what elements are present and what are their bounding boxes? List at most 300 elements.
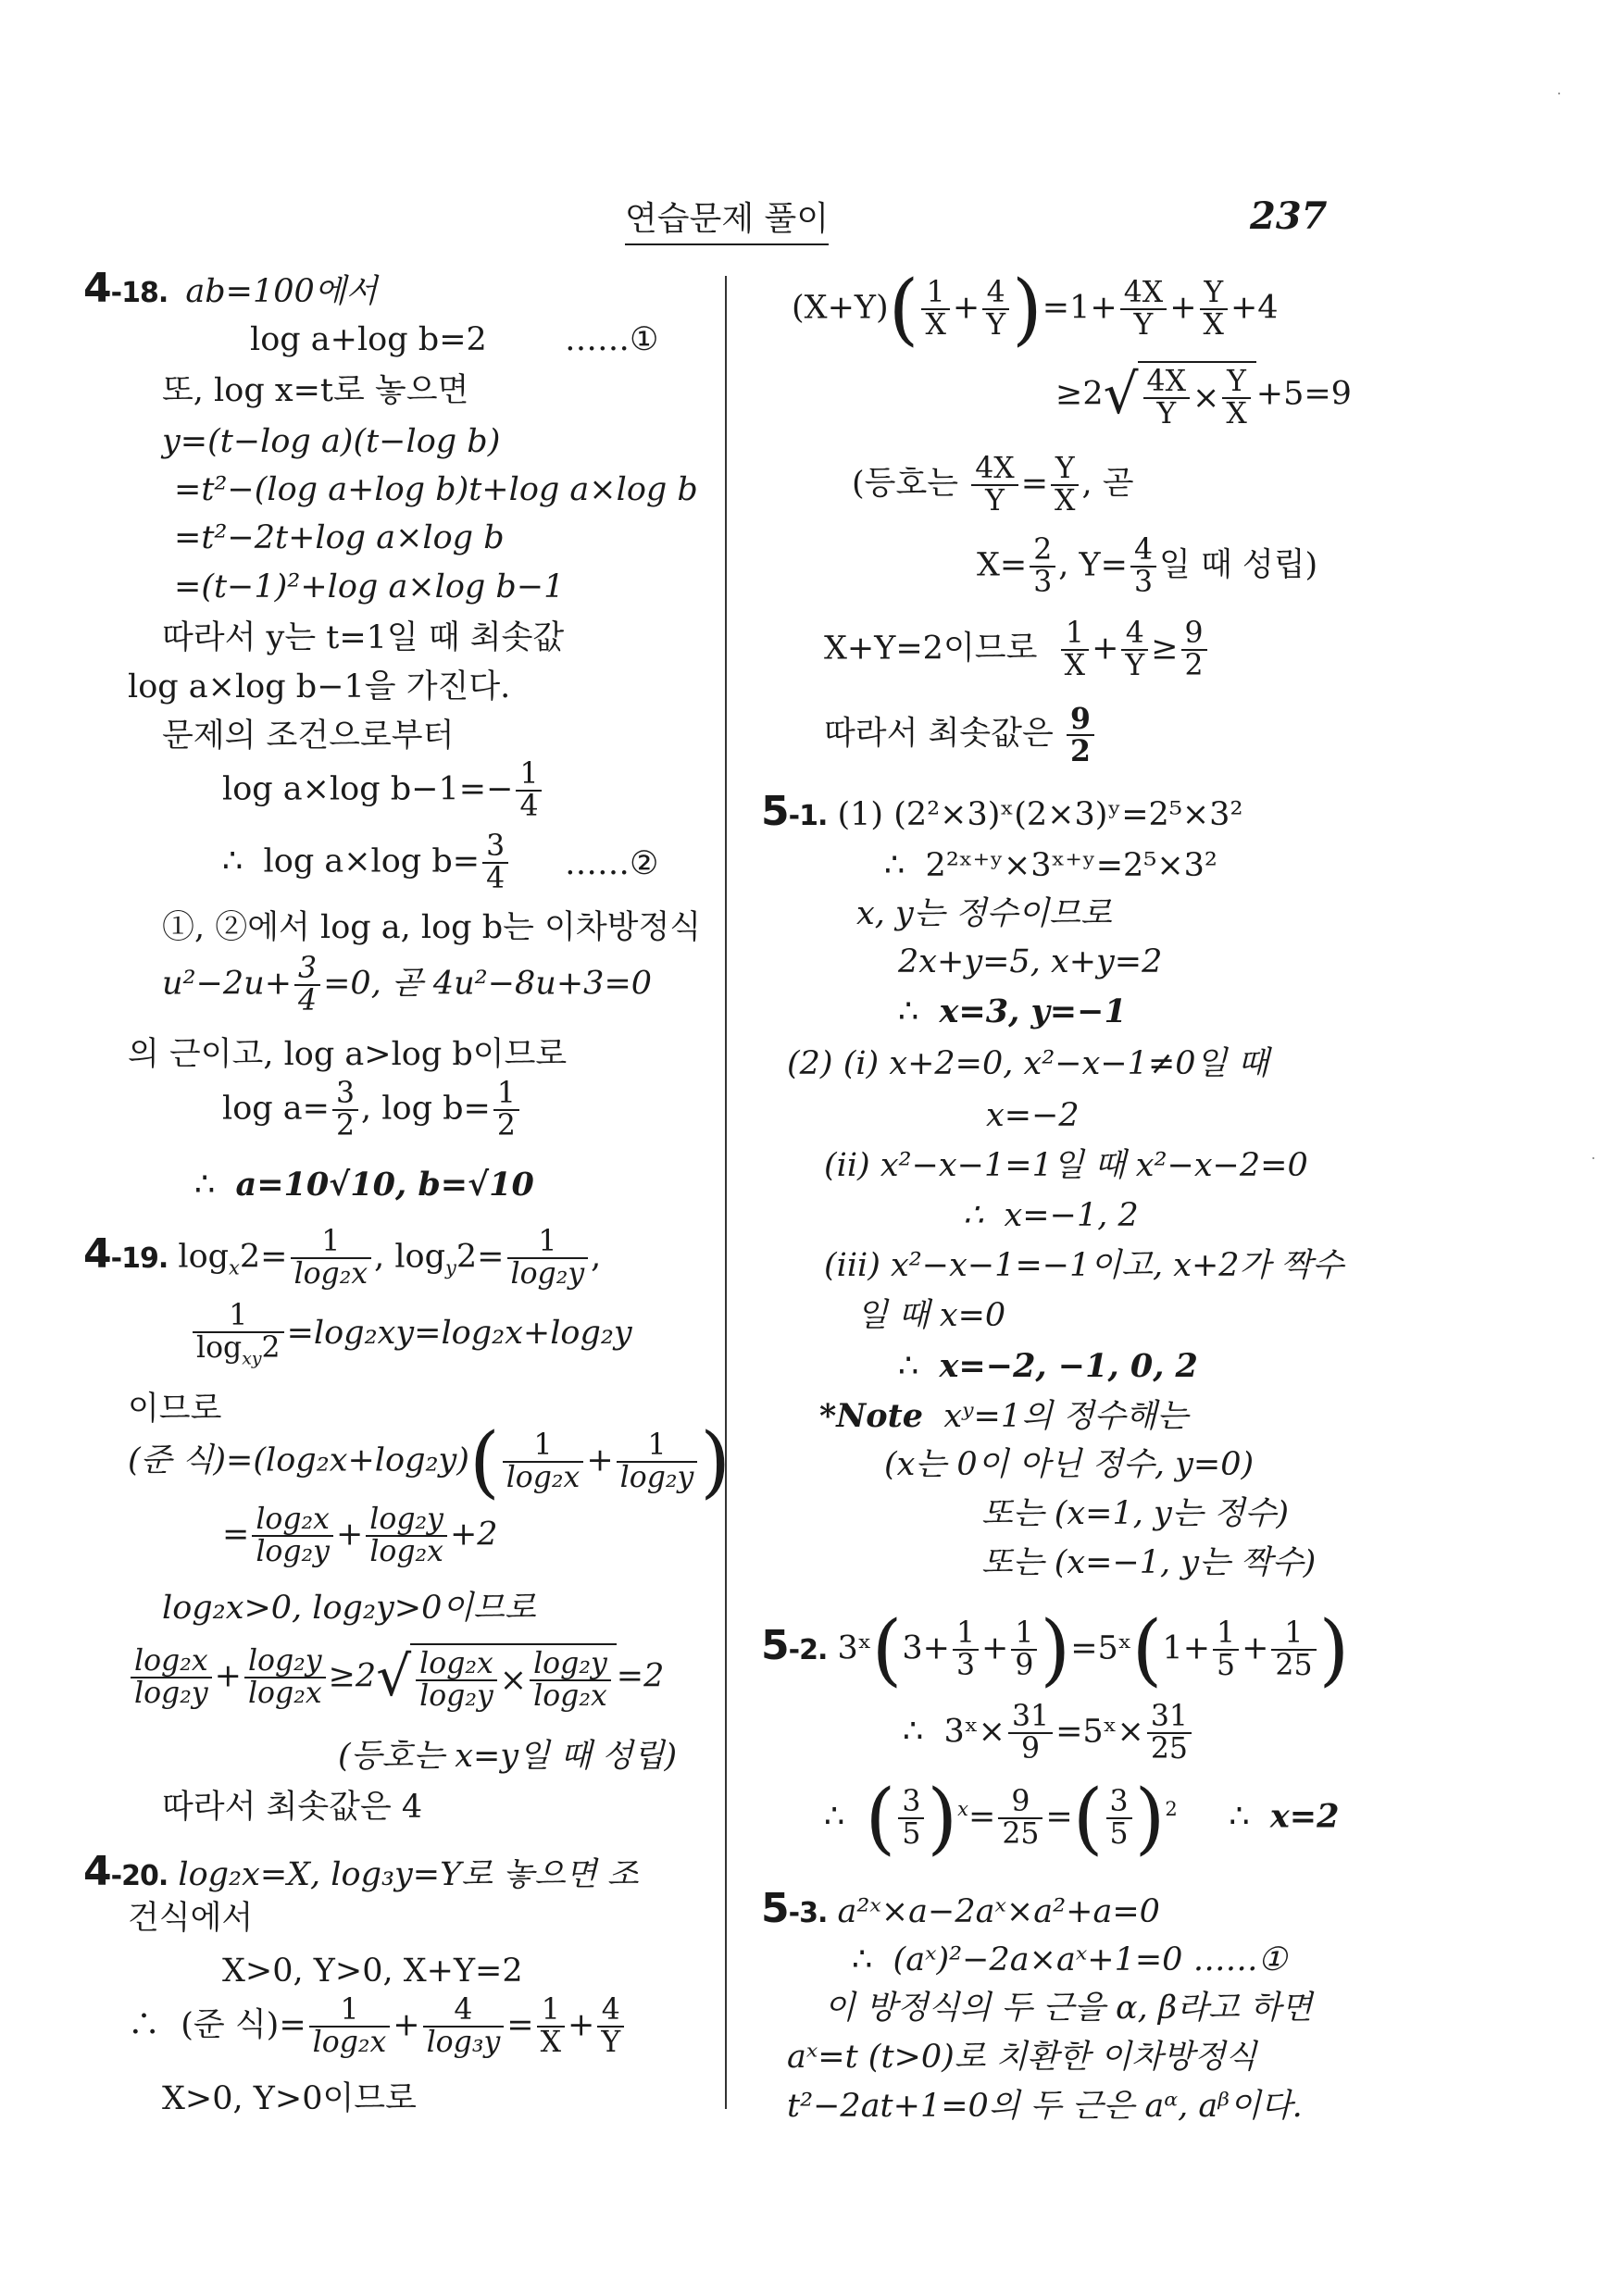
- numerator: 31: [1147, 1702, 1192, 1734]
- equation-line: ∴ ( $\frac{3}{5}$ )$^x$= $\frac{9}{25}$ =( $\frac{3}{5}$ )$^2$ ∴ x=2: [824, 1772, 1340, 1864]
- numerator: log₂y: [244, 1646, 326, 1678]
- label-number: 4: [83, 265, 111, 312]
- denominator: X: [540, 2026, 562, 2060]
- equation-line: [190, 1301, 632, 1368]
- equation: =2: [616, 1657, 665, 1695]
- numerator: 3: [294, 954, 320, 986]
- denominator: 9: [1021, 1732, 1041, 1766]
- paren-open: (: [1072, 1772, 1104, 1864]
- therefore-symbol: ∴: [903, 1713, 924, 1751]
- fraction: [244, 1646, 326, 1709]
- equation: 3ˣ: [837, 1629, 872, 1667]
- therefore-symbol: ∴: [128, 2006, 161, 2044]
- text-line: log a×log b−1을 가진다.: [128, 668, 511, 705]
- sqrt: [1104, 361, 1256, 430]
- paren-open: (: [468, 1416, 500, 1507]
- paren-open: (: [871, 1603, 903, 1695]
- therefore-symbol: ∴: [852, 1941, 873, 1978]
- answer-line: [898, 1347, 1198, 1385]
- equation-line: (준 식)=(log₂x+log₂y)( $\frac{1}{\text{log₂x}}$ + $\frac{1}{\text{log₂y}}$ ): [128, 1416, 731, 1507]
- fraction: [530, 1649, 611, 1712]
- fraction: [493, 1079, 519, 1142]
- denominator: log₂x: [506, 1461, 581, 1495]
- equation: log a+log b=2: [250, 321, 487, 358]
- denominator: log₂x: [247, 1677, 322, 1711]
- paren-close: ): [1012, 263, 1042, 355]
- numerator: 1: [516, 759, 542, 792]
- denominator: log₂y: [256, 1535, 330, 1569]
- paren-open: (: [888, 263, 919, 355]
- paren-close: ): [1318, 1603, 1350, 1695]
- text-line: 또는 (x=−1, y는 짝수): [981, 1544, 1317, 1581]
- equation: +4: [1230, 289, 1279, 327]
- fraction: [291, 1227, 372, 1290]
- denominator: 2: [336, 1109, 356, 1143]
- problem-4-20-line: [83, 1848, 639, 1895]
- fraction: [416, 1649, 497, 1712]
- numerator: 4X: [1143, 367, 1190, 399]
- equation: 3ˣ×: [943, 1713, 1005, 1751]
- fraction: [617, 1430, 698, 1493]
- problem-4-18-line: [83, 265, 378, 312]
- numerator: 1: [493, 1079, 519, 1111]
- label-suffix: -2.: [788, 1633, 828, 1666]
- text-line: 따라서 최솟값은 4: [162, 1789, 423, 1826]
- equation: =5ˣ: [1070, 1629, 1132, 1667]
- problem-label: [761, 1885, 827, 1932]
- subscript: xy: [242, 1348, 262, 1369]
- equation: (준 식)=: [181, 2006, 306, 2044]
- denominator: 3: [1133, 566, 1154, 600]
- denominator: Y: [986, 308, 1006, 343]
- equation-line: [963, 1197, 1139, 1234]
- paren-close: ): [1040, 1603, 1071, 1695]
- fraction: [294, 954, 320, 1017]
- log-arg: 2: [261, 1331, 281, 1366]
- radicand: $\frac{4X}{Y}$ × $\frac{Y}{X}$: [1138, 361, 1256, 430]
- denominator: 5: [1109, 1817, 1129, 1852]
- numerator: 9: [998, 1787, 1042, 1819]
- text: xʸ=1의 정수해는: [943, 1398, 1189, 1435]
- radicand: $\frac{\text{log₂x}}{\text{log₂y}}$ × $\frac{\text{log₂y}}{\text{log₂x}}$: [410, 1643, 617, 1712]
- equation: log a×log b=: [263, 842, 481, 880]
- problem-label: [761, 1622, 827, 1669]
- numerator: 1: [921, 278, 949, 310]
- numerator: 1: [537, 1995, 565, 2028]
- text-line: ①, ②에서 log a, log b는 이차방정식: [162, 909, 702, 946]
- text-line: ab=100에서: [185, 273, 378, 310]
- fraction: [1051, 454, 1079, 517]
- denominator: log₂x: [533, 1679, 607, 1714]
- equation: +2: [449, 1516, 498, 1554]
- equation: 2=: [239, 1238, 288, 1276]
- equation-line: x=−2: [986, 1097, 1080, 1134]
- fraction: [1008, 1702, 1053, 1765]
- equation-line: [884, 847, 1217, 884]
- fraction: [309, 1995, 391, 2058]
- equation-line: [1055, 361, 1352, 430]
- equation: , Y=: [1058, 546, 1128, 584]
- numerator: Y: [1200, 278, 1228, 310]
- radical-sign: √: [376, 1645, 412, 1710]
- section-title: 연습문제 풀이: [625, 193, 829, 245]
- label-number: 5: [761, 1885, 789, 1932]
- text-line: t²−2at+1=0의 두 근은 aᵅ, aᵝ이다.: [787, 2088, 1303, 2125]
- answer-line: [824, 704, 1097, 767]
- text-line: 이 방정식의 두 근을 α, β라고 하면: [824, 1990, 1313, 2027]
- denominator: log₂y: [419, 1679, 493, 1714]
- fraction: [1213, 1618, 1239, 1681]
- equation-line: X+Y=2이므로 $\frac{1}{X}$ + $\frac{4}{Y}$ ≥ $\frac{9}{2}$: [824, 618, 1210, 681]
- equation: , log b=: [361, 1090, 491, 1128]
- problem-label: [83, 265, 168, 312]
- numerator: 1: [309, 1995, 391, 2028]
- label-number: 5: [761, 788, 789, 835]
- fraction: [537, 1995, 565, 2058]
- fraction: [423, 1995, 505, 2058]
- equation-line: (X+Y)( $\frac{1}{X}$ + $\frac{4}{Y}$ )=1+ $\frac{4X}{Y}$ + $\frac{Y}{X}$ +4: [792, 263, 1279, 355]
- numerator: 3: [482, 831, 508, 864]
- fraction: [1030, 535, 1055, 598]
- denominator: 2: [496, 1109, 516, 1143]
- equation: 일 때 성립): [1159, 546, 1318, 584]
- text: 따라서 최솟값은: [824, 715, 1054, 753]
- fraction: [1147, 1702, 1192, 1765]
- fraction: [1130, 535, 1156, 598]
- denominator: 9: [1015, 1649, 1034, 1683]
- numerator: log₂x: [252, 1504, 333, 1537]
- page-number: 237: [1250, 194, 1328, 238]
- equation: =log₂xy=log₂x+log₂y: [286, 1315, 632, 1353]
- numerator: Y: [1222, 367, 1250, 399]
- fraction: [1120, 278, 1167, 341]
- numerator: 3: [332, 1079, 358, 1111]
- answer: a=10√10, b=√10: [235, 1166, 534, 1204]
- equation-line: [222, 1079, 522, 1142]
- therefore-symbol: ∴: [898, 993, 919, 1030]
- equation-line: [222, 759, 544, 822]
- equation: =: [1045, 1798, 1073, 1836]
- paren-open: (: [865, 1772, 896, 1864]
- denominator: 5: [902, 1817, 921, 1852]
- fraction: [507, 1227, 589, 1290]
- denominator: 25: [1275, 1649, 1313, 1683]
- equation: ≥2: [1055, 375, 1104, 413]
- answer: x=−2, −1, 0, 2: [939, 1347, 1198, 1385]
- note-label: *Note: [819, 1397, 924, 1435]
- text-line: log₂x=X, log₃y=Y로 놓으면 조: [178, 1856, 639, 1893]
- text-line: 따라서 y는 t=1일 때 최솟값: [162, 619, 565, 656]
- text-line: 건식에서: [128, 1900, 254, 1937]
- paren-close: ): [1134, 1772, 1166, 1864]
- fraction: [982, 278, 1009, 341]
- numerator: 4: [1130, 535, 1156, 568]
- denominator: 25: [1150, 1732, 1188, 1766]
- therefore-symbol: ∴: [194, 1167, 216, 1204]
- fraction: [1121, 618, 1148, 681]
- fraction: [193, 1301, 284, 1368]
- problem-label: [83, 1848, 168, 1895]
- denominator: X: [1055, 484, 1076, 518]
- equation-line: 2x+y=5, x+y=2: [898, 943, 1163, 980]
- fraction: [998, 1787, 1042, 1850]
- answer: x=2: [1269, 1797, 1340, 1836]
- equation: (aˣ)²−2a×aˣ+1=0 ……①: [893, 1941, 1287, 1978]
- numerator: 1: [507, 1227, 589, 1259]
- equation: u²−2u+: [162, 965, 293, 1003]
- sqrt: [376, 1643, 617, 1712]
- fraction: [1181, 618, 1207, 681]
- equation: 1+: [1162, 1629, 1211, 1667]
- numerator: 4: [982, 278, 1009, 310]
- equation-line: [903, 1702, 1194, 1765]
- answer-line: [194, 1168, 534, 1202]
- equation-line: X>0, Y>0, X+Y=2: [222, 1953, 523, 1990]
- equation: +5=9: [1255, 375, 1352, 413]
- equation: ,: [591, 1238, 602, 1276]
- equation: log a=: [222, 1090, 330, 1128]
- equation-line: y=(t−log a)(t−log b): [162, 423, 501, 460]
- fraction: [898, 1787, 924, 1850]
- fraction: [366, 1504, 447, 1567]
- denominator: 3: [956, 1649, 976, 1683]
- numerator: 4X: [971, 454, 1017, 486]
- numerator: 1: [1061, 618, 1089, 651]
- text-line: 일 때 x=0: [856, 1297, 1006, 1334]
- text-line: X>0, Y>0이므로: [162, 2080, 417, 2117]
- numerator: 1: [1213, 1618, 1239, 1651]
- fraction: [1061, 618, 1089, 681]
- label-number: 4: [83, 1848, 111, 1895]
- equation: (준 식)=(log₂x+log₂y): [128, 1441, 469, 1479]
- problem-4-19-line: [83, 1227, 601, 1290]
- numerator: 3: [898, 1787, 924, 1819]
- numerator: 4: [423, 1995, 505, 2028]
- therefore-symbol: ∴: [963, 1197, 984, 1234]
- equation-line: =(t−1)²+log a×log b−1: [174, 568, 565, 605]
- denominator: log₃y: [426, 2026, 501, 2060]
- denominator: 5: [1217, 1649, 1236, 1683]
- equation: x=−1, 2: [1004, 1197, 1139, 1234]
- equation: a²ˣ×a−2aˣ×a²+a=0: [837, 1893, 1160, 1930]
- denominator: Y: [1125, 649, 1145, 683]
- numerator: 1: [1011, 1618, 1037, 1651]
- fraction: [1200, 278, 1228, 341]
- denominator: 4: [486, 862, 506, 896]
- fraction: [1143, 367, 1190, 430]
- numerator: 9: [1067, 704, 1094, 736]
- denominator: log₂y: [619, 1461, 694, 1495]
- fraction: [1106, 1787, 1132, 1850]
- fraction: [482, 831, 508, 894]
- equation: (X+Y): [792, 289, 889, 327]
- label-suffix: -19.: [110, 1242, 169, 1275]
- numerator: 1: [1271, 1618, 1316, 1651]
- numerator: 1: [503, 1430, 584, 1463]
- text-line: log₂x>0, log₂y>0이므로: [162, 1590, 536, 1627]
- denominator: Y: [985, 484, 1005, 518]
- fraction: [503, 1430, 584, 1493]
- denominator: X: [1226, 397, 1247, 431]
- denominator: 4: [298, 984, 318, 1018]
- equation: X=: [977, 546, 1028, 584]
- denominator: 2: [1184, 649, 1204, 683]
- therefore-symbol: ∴: [884, 847, 905, 884]
- paren-close: ): [700, 1416, 731, 1507]
- denominator: log₂x: [293, 1257, 368, 1292]
- text-line: aˣ=t (t>0)로 치환한 이차방정식: [787, 2039, 1257, 2076]
- fraction: [971, 454, 1017, 517]
- note-line: [819, 1397, 1189, 1435]
- label-suffix: -1.: [788, 800, 828, 832]
- label-number: 5: [761, 1621, 789, 1669]
- therefore-symbol: ∴: [824, 1798, 845, 1836]
- problem-label: [761, 788, 827, 835]
- equation: ≥: [1151, 630, 1179, 668]
- equation-line: =t²−2t+log a×log b: [174, 519, 505, 556]
- equation: , log: [374, 1238, 446, 1276]
- denominator: log₂y: [510, 1257, 585, 1292]
- fraction: [1222, 367, 1250, 430]
- numerator: 1: [617, 1430, 698, 1463]
- subscript: y: [445, 1256, 456, 1279]
- log-text: log: [196, 1331, 243, 1366]
- numerator: 1: [291, 1227, 372, 1259]
- numerator: Y: [1051, 454, 1079, 486]
- equation: 2=: [456, 1238, 505, 1276]
- numerator: 4X: [1120, 278, 1167, 310]
- fraction: [953, 1618, 979, 1681]
- denominator: 3: [1033, 566, 1053, 600]
- paren-close: ): [927, 1772, 958, 1864]
- scan-speck: [1592, 1157, 1594, 1159]
- text-line: 이므로: [128, 1391, 222, 1428]
- radical-sign: √: [1103, 363, 1139, 428]
- problem-5-1-line: [761, 788, 1243, 835]
- equation: X+Y=2이므로: [824, 630, 1038, 668]
- text-line: 또, log x=t로 놓으면: [162, 372, 469, 409]
- fraction: [516, 759, 542, 822]
- problem-5-2-line: 5-2. 3ˣ(3+ $\frac{1}{3}$ + $\frac{1}{9}$ )=5ˣ(1+ $\frac{1}{5}$ + $\frac{1}{25}$ ): [761, 1603, 1350, 1695]
- label-suffix: -20.: [110, 1860, 169, 1892]
- numerator: 1: [193, 1301, 284, 1333]
- denominator: Y: [601, 2026, 621, 2060]
- equation: 3+: [902, 1629, 950, 1667]
- fraction: [252, 1504, 333, 1567]
- equation-line: =t²−(log a+log b)t+log a×log b: [174, 471, 698, 508]
- text-line: 의 근이고, log a>log b이므로: [128, 1036, 568, 1073]
- equation: ≥2: [328, 1657, 377, 1695]
- denominator: log₂x: [312, 2026, 387, 2060]
- label-suffix: -18.: [110, 277, 169, 309]
- text-line: (2) (i) x+2=0, x²−x−1≠0일 때: [787, 1045, 1269, 1082]
- denominator: 25: [1002, 1817, 1040, 1852]
- equation: (등호는: [852, 465, 959, 503]
- denominator: X: [925, 308, 946, 343]
- answer-line: [898, 992, 1127, 1030]
- equation-line: = $\frac{\text{log₂x}}{\text{log₂y}}$ + $\frac{\text{log₂y}}{\text{log₂x}}$ +2: [222, 1503, 498, 1569]
- numerator: 31: [1008, 1702, 1053, 1734]
- scan-speck: [1558, 93, 1560, 94]
- fraction: [1011, 1618, 1037, 1681]
- exponent: 2: [1165, 1797, 1178, 1820]
- denominator: 4: [519, 790, 539, 824]
- text-line: (x는 0이 아닌 정수, y=0): [884, 1446, 1255, 1483]
- numerator: 1: [953, 1618, 979, 1651]
- denominator: Y: [1133, 308, 1154, 343]
- numerator: log₂x: [416, 1649, 497, 1681]
- therefore-symbol: ∴: [898, 1348, 919, 1385]
- therefore-symbol: ∴: [1229, 1798, 1250, 1836]
- equation: 2²ˣ⁺ʸ×3ˣ⁺ʸ=2⁵×3²: [925, 847, 1217, 884]
- text-line: (ii) x²−x−1=1일 때 x²−x−2=0: [824, 1147, 1308, 1184]
- denominator: Y: [1156, 397, 1177, 431]
- text-line: 문제의 조건으로부터: [162, 718, 455, 755]
- text-line: x, y는 정수이므로: [856, 895, 1112, 932]
- equation-line: [977, 535, 1317, 598]
- marker: ……①: [565, 321, 659, 358]
- text-line: (등호는 x=y일 때 성립): [338, 1738, 678, 1775]
- numerator: log₂y: [530, 1649, 611, 1681]
- denominator: log₂x: [369, 1535, 443, 1569]
- label-number: 4: [83, 1229, 111, 1278]
- equation-marker: [565, 321, 659, 358]
- text-line: (iii) x²−x−1=−1이고, x+2가 짝수: [824, 1247, 1344, 1284]
- numerator: 9: [1181, 618, 1207, 651]
- numerator: 4: [597, 1995, 624, 2028]
- numerator: log₂x: [131, 1646, 212, 1678]
- subscript: x: [229, 1256, 240, 1279]
- numerator: 3: [1106, 1787, 1132, 1819]
- equation: , 곧: [1081, 465, 1134, 503]
- equation-line: [222, 831, 511, 894]
- paren-open: (: [1131, 1603, 1163, 1695]
- equation-line: ∴ (준 식)= $\frac{1}{\text{log₂x}}$ + $\frac{4}{\text{log₃y}}$ = $\frac{1}{X}$ + $\frac{4}{Y}$: [128, 1995, 627, 2058]
- fraction: [332, 1079, 358, 1142]
- fraction: [131, 1646, 212, 1709]
- equation-line: [250, 321, 487, 358]
- numerator: log₂y: [366, 1504, 447, 1537]
- equation-line: [162, 954, 652, 1017]
- label-suffix: -3.: [788, 1897, 828, 1929]
- column-divider: [725, 276, 727, 2109]
- equation-line: (등호는 $\frac{4X}{Y}$ = $\frac{Y}{X}$ , 곧: [852, 452, 1134, 518]
- fraction: [1271, 1618, 1316, 1681]
- equation: log a×log b−1=−: [222, 770, 514, 808]
- answer: x=3, y=−1: [939, 992, 1127, 1030]
- denominator: [193, 1333, 284, 1368]
- numerator: 2: [1030, 535, 1055, 568]
- denominator: X: [1203, 308, 1224, 343]
- equation: =0, 곧 4u²−8u+3=0: [323, 965, 653, 1003]
- equation: (1) (2²×3)ˣ(2×3)ʸ=2⁵×3²: [837, 796, 1243, 833]
- equation: =1+: [1042, 289, 1117, 327]
- equation-marker: ……②: [565, 845, 659, 882]
- equation: log: [178, 1238, 230, 1276]
- equation: =5ˣ×: [1055, 1713, 1144, 1751]
- equation-line: $\frac{\text{log₂x}}{\text{log₂y}}$ + $\frac{\text{log₂y}}{\text{log₂x}}$ ≥2 √ $\frac{\text{log₂x}}{\text{log₂y}}$ × $\frac{\text{log₂y}}{\text{log₂x}}$ =2: [128, 1643, 664, 1712]
- fraction: [597, 1995, 624, 2058]
- denominator: log₂y: [134, 1677, 208, 1711]
- equation-line: [852, 1941, 1287, 1978]
- denominator: 2: [1069, 734, 1091, 769]
- fraction: [921, 278, 949, 341]
- problem-5-3-line: [761, 1885, 1160, 1932]
- therefore-symbol: ∴: [222, 842, 243, 880]
- problem-label: [83, 1230, 168, 1278]
- fraction: [1067, 704, 1094, 767]
- denominator: X: [1064, 649, 1086, 683]
